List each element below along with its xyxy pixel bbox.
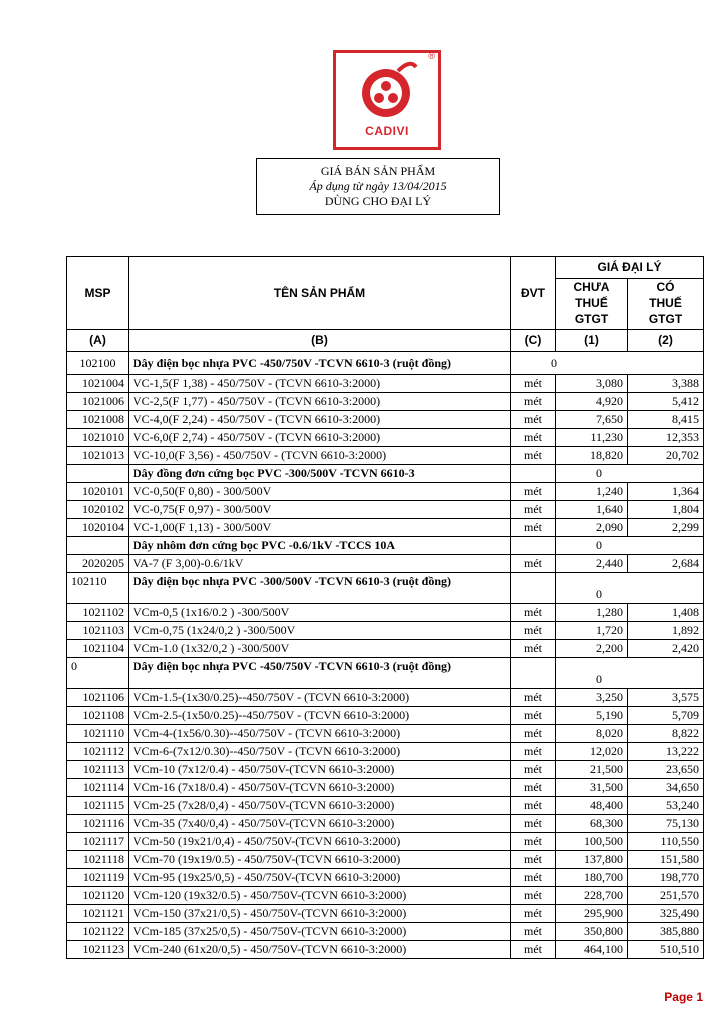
price-no-vat-cell: 3,080 bbox=[556, 375, 628, 393]
price-no-vat-cell: 350,800 bbox=[556, 923, 628, 941]
price-vat-cell: 1,408 bbox=[628, 604, 704, 622]
header-no-vat-line1: CHƯA bbox=[573, 280, 610, 294]
msp-cell: 1021119 bbox=[67, 869, 129, 887]
unit-cell: mét bbox=[511, 761, 556, 779]
table-row bbox=[67, 393, 704, 411]
price-vat-cell: 2,299 bbox=[628, 519, 704, 537]
msp-cell: 1021103 bbox=[67, 622, 129, 640]
table-row bbox=[67, 604, 704, 622]
product-name-cell: VCm-95 (19x25/0,5) - 450/750V-(TCVN 6610-3:2000) bbox=[129, 869, 511, 887]
price-vat-cell: 1,804 bbox=[628, 501, 704, 519]
product-name-cell: VCm-35 (7x40/0,4) - 450/750V-(TCVN 6610-3:2000) bbox=[129, 815, 511, 833]
col-label-b: (B) bbox=[129, 330, 511, 352]
zero-cell: 0 bbox=[556, 465, 704, 483]
msp-cell: 1021121 bbox=[67, 905, 129, 923]
price-vat-cell: 12,353 bbox=[628, 429, 704, 447]
product-name-cell: VC-2,5(F 1,77) - 450/750V - (TCVN 6610-3:2000) bbox=[129, 393, 511, 411]
price-vat-cell: 5,412 bbox=[628, 393, 704, 411]
msp-cell: 1021102 bbox=[67, 604, 129, 622]
price-no-vat-cell: 1,240 bbox=[556, 483, 628, 501]
unit-cell: mét bbox=[511, 743, 556, 761]
price-vat-cell: 198,770 bbox=[628, 869, 704, 887]
price-no-vat-cell: 2,200 bbox=[556, 640, 628, 658]
table-row bbox=[67, 707, 704, 725]
msp-cell: 1021117 bbox=[67, 833, 129, 851]
zero-cell: 0 bbox=[511, 352, 704, 375]
unit-cell: mét bbox=[511, 429, 556, 447]
product-name-cell: VA-7 (F 3,00)-0.6/1kV bbox=[129, 555, 511, 573]
table-row bbox=[67, 622, 704, 640]
price-vat-cell: 3,388 bbox=[628, 375, 704, 393]
product-name-cell: VC-0,50(F 0,80) - 300/500V bbox=[129, 483, 511, 501]
price-no-vat-cell: 1,720 bbox=[556, 622, 628, 640]
group-name-cell: Dây điện bọc nhựa PVC -450/750V -TCVN 6610-3 (ruột đồng) bbox=[129, 352, 511, 375]
header-price-vat bbox=[628, 279, 704, 330]
col-label-1: (1) bbox=[556, 330, 628, 352]
col-label-2: (2) bbox=[628, 330, 704, 352]
product-name-cell: VCm-50 (19x21/0,4) - 450/750V-(TCVN 6610-3:2000) bbox=[129, 833, 511, 851]
msp-cell: 1021113 bbox=[67, 761, 129, 779]
unit-cell: mét bbox=[511, 833, 556, 851]
msp-cell: 2020205 bbox=[67, 555, 129, 573]
price-vat-cell: 1,364 bbox=[628, 483, 704, 501]
registered-mark: ® bbox=[428, 51, 435, 61]
col-label-c: (C) bbox=[511, 330, 556, 352]
cadivi-logo bbox=[333, 50, 441, 150]
table-row bbox=[67, 905, 704, 923]
price-no-vat-cell: 2,090 bbox=[556, 519, 628, 537]
unit-cell: mét bbox=[511, 851, 556, 869]
price-no-vat-cell: 1,280 bbox=[556, 604, 628, 622]
product-name-cell: VCm-150 (37x21/0,5) - 450/750V-(TCVN 6610-3:2000) bbox=[129, 905, 511, 923]
msp-cell: 1021112 bbox=[67, 743, 129, 761]
product-name-cell: VCm-1.5-(1x30/0.25)--450/750V - (TCVN 6610-3:2000) bbox=[129, 689, 511, 707]
product-name-cell: VC-6,0(F 2,74) - 450/750V - (TCVN 6610-3:2000) bbox=[129, 429, 511, 447]
table-row bbox=[67, 429, 704, 447]
price-vat-cell: 2,684 bbox=[628, 555, 704, 573]
unit-cell: mét bbox=[511, 707, 556, 725]
table-row bbox=[67, 555, 704, 573]
msp-cell: 102110 bbox=[67, 573, 129, 604]
product-name-cell: VCm-240 (61x20/0,5) - 450/750V-(TCVN 6610-3:2000) bbox=[129, 941, 511, 959]
product-name-cell: VCm-25 (7x28/0,4) - 450/750V-(TCVN 6610-3:2000) bbox=[129, 797, 511, 815]
price-vat-cell: 251,570 bbox=[628, 887, 704, 905]
group-row bbox=[67, 537, 704, 555]
group-row bbox=[67, 465, 704, 483]
unit-cell: mét bbox=[511, 815, 556, 833]
unit-cell bbox=[511, 537, 556, 555]
unit-cell: mét bbox=[511, 519, 556, 537]
table-row bbox=[67, 640, 704, 658]
unit-cell: mét bbox=[511, 447, 556, 465]
unit-cell: mét bbox=[511, 797, 556, 815]
msp-cell: 102100 bbox=[67, 352, 129, 375]
price-no-vat-cell: 48,400 bbox=[556, 797, 628, 815]
price-rows bbox=[67, 352, 704, 959]
table-row bbox=[67, 923, 704, 941]
product-name-cell: VC-1,5(F 1,38) - 450/750V - (TCVN 6610-3:2000) bbox=[129, 375, 511, 393]
table-row bbox=[67, 779, 704, 797]
price-vat-cell: 3,575 bbox=[628, 689, 704, 707]
product-name-cell: VC-0,75(F 0,97) - 300/500V bbox=[129, 501, 511, 519]
price-vat-cell: 75,130 bbox=[628, 815, 704, 833]
table-row bbox=[67, 447, 704, 465]
table-row bbox=[67, 815, 704, 833]
table-row bbox=[67, 519, 704, 537]
unit-cell: mét bbox=[511, 604, 556, 622]
table-row bbox=[67, 689, 704, 707]
table-row bbox=[67, 501, 704, 519]
price-vat-cell: 13,222 bbox=[628, 743, 704, 761]
product-name-cell: VCm-6-(7x12/0.30)--450/750V - (TCVN 6610-3:2000) bbox=[129, 743, 511, 761]
msp-cell: 1020101 bbox=[67, 483, 129, 501]
table-row bbox=[67, 887, 704, 905]
unit-cell: mét bbox=[511, 887, 556, 905]
msp-cell: 1020104 bbox=[67, 519, 129, 537]
table-row bbox=[67, 851, 704, 869]
unit-cell: mét bbox=[511, 640, 556, 658]
msp-cell bbox=[67, 465, 129, 483]
header-vat-line3: GTGT bbox=[648, 312, 683, 326]
price-no-vat-cell: 3,250 bbox=[556, 689, 628, 707]
msp-cell: 1021106 bbox=[67, 689, 129, 707]
table-row bbox=[67, 797, 704, 815]
unit-cell: mét bbox=[511, 375, 556, 393]
price-no-vat-cell: 4,920 bbox=[556, 393, 628, 411]
price-vat-cell: 325,490 bbox=[628, 905, 704, 923]
unit-cell bbox=[511, 573, 556, 604]
zero-cell: 0 bbox=[556, 537, 704, 555]
unit-cell: mét bbox=[511, 555, 556, 573]
unit-cell: mét bbox=[511, 905, 556, 923]
header-price-no-vat bbox=[556, 279, 628, 330]
unit-cell: mét bbox=[511, 622, 556, 640]
product-name-cell: VCm-120 (19x32/0.5) - 450/750V-(TCVN 6610-3:2000) bbox=[129, 887, 511, 905]
page-number: Page 1 bbox=[664, 990, 703, 1004]
price-no-vat-cell: 137,800 bbox=[556, 851, 628, 869]
product-name-cell: VCm-70 (19x19/0.5) - 450/750V-(TCVN 6610-3:2000) bbox=[129, 851, 511, 869]
msp-cell: 1021006 bbox=[67, 393, 129, 411]
group-name-cell: Dây điện bọc nhựa PVC -300/500V -TCVN 6610-3 (ruột đồng) bbox=[129, 573, 511, 604]
product-name-cell: VC-1,00(F 1,13) - 300/500V bbox=[129, 519, 511, 537]
document-title-box bbox=[256, 158, 500, 215]
msp-cell: 1021118 bbox=[67, 851, 129, 869]
msp-cell: 1021108 bbox=[67, 707, 129, 725]
title-line-3: DÙNG CHO ĐẠI LÝ bbox=[324, 194, 432, 208]
price-vat-cell: 151,580 bbox=[628, 851, 704, 869]
price-no-vat-cell: 31,500 bbox=[556, 779, 628, 797]
msp-cell: 1021122 bbox=[67, 923, 129, 941]
product-name-cell: VCm-2.5-(1x50/0.25)--450/750V - (TCVN 6610-3:2000) bbox=[129, 707, 511, 725]
product-name-cell: VCm-1.0 (1x32/0,2 ) -300/500V bbox=[129, 640, 511, 658]
price-vat-cell: 5,709 bbox=[628, 707, 704, 725]
price-no-vat-cell: 295,900 bbox=[556, 905, 628, 923]
header-unit: ĐVT bbox=[511, 257, 556, 330]
price-no-vat-cell: 180,700 bbox=[556, 869, 628, 887]
group-row bbox=[67, 352, 704, 375]
price-no-vat-cell: 12,020 bbox=[556, 743, 628, 761]
msp-cell: 1021013 bbox=[67, 447, 129, 465]
group-row bbox=[67, 573, 704, 604]
unit-cell: mét bbox=[511, 869, 556, 887]
zero-cell: 0 bbox=[556, 658, 704, 689]
price-no-vat-cell: 1,640 bbox=[556, 501, 628, 519]
group-row bbox=[67, 658, 704, 689]
msp-cell: 1021115 bbox=[67, 797, 129, 815]
table-row bbox=[67, 761, 704, 779]
unit-cell: mét bbox=[511, 393, 556, 411]
product-name-cell: VCm-16 (7x18/0.4) - 450/750V-(TCVN 6610-3:2000) bbox=[129, 779, 511, 797]
group-name-cell: Dây nhôm đơn cứng bọc PVC -0.6/1kV -TCCS 10A bbox=[129, 537, 511, 555]
unit-cell: mét bbox=[511, 725, 556, 743]
header-name: TÊN SẢN PHẨM bbox=[129, 257, 511, 330]
msp-cell: 1021116 bbox=[67, 815, 129, 833]
table-row bbox=[67, 743, 704, 761]
col-label-a: (A) bbox=[67, 330, 129, 352]
price-vat-cell: 8,822 bbox=[628, 725, 704, 743]
table-row bbox=[67, 941, 704, 959]
product-name-cell: VCm-0,5 (1x16/0.2 ) -300/500V bbox=[129, 604, 511, 622]
product-name-cell: VCm-185 (37x25/0,5) - 450/750V-(TCVN 6610-3:2000) bbox=[129, 923, 511, 941]
msp-cell: 1021010 bbox=[67, 429, 129, 447]
price-no-vat-cell: 2,440 bbox=[556, 555, 628, 573]
price-vat-cell: 510,510 bbox=[628, 941, 704, 959]
unit-cell bbox=[511, 465, 556, 483]
product-name-cell: VCm-4-(1x56/0.30)--450/750V - (TCVN 6610-3:2000) bbox=[129, 725, 511, 743]
msp-cell: 1021104 bbox=[67, 640, 129, 658]
price-no-vat-cell: 7,650 bbox=[556, 411, 628, 429]
msp-cell: 1021120 bbox=[67, 887, 129, 905]
msp-cell: 1021110 bbox=[67, 725, 129, 743]
price-vat-cell: 8,415 bbox=[628, 411, 704, 429]
price-vat-cell: 34,650 bbox=[628, 779, 704, 797]
zero-cell: 0 bbox=[556, 573, 704, 604]
header-vat-line2: THUẾ bbox=[649, 296, 682, 310]
price-vat-cell: 53,240 bbox=[628, 797, 704, 815]
price-no-vat-cell: 21,500 bbox=[556, 761, 628, 779]
unit-cell bbox=[511, 658, 556, 689]
unit-cell: mét bbox=[511, 941, 556, 959]
price-no-vat-cell: 100,500 bbox=[556, 833, 628, 851]
price-no-vat-cell: 68,300 bbox=[556, 815, 628, 833]
table-row bbox=[67, 411, 704, 429]
unit-cell: mét bbox=[511, 923, 556, 941]
price-no-vat-cell: 18,820 bbox=[556, 447, 628, 465]
unit-cell: mét bbox=[511, 501, 556, 519]
price-no-vat-cell: 5,190 bbox=[556, 707, 628, 725]
price-no-vat-cell: 11,230 bbox=[556, 429, 628, 447]
group-name-cell: Dây đồng đơn cứng bọc PVC -300/500V -TCVN 6610-3 bbox=[129, 465, 511, 483]
msp-cell: 1021114 bbox=[67, 779, 129, 797]
price-vat-cell: 2,420 bbox=[628, 640, 704, 658]
product-name-cell: VC-10,0(F 3,56) - 450/750V - (TCVN 6610-3:2000) bbox=[129, 447, 511, 465]
msp-cell: 1021008 bbox=[67, 411, 129, 429]
price-no-vat-cell: 464,100 bbox=[556, 941, 628, 959]
price-vat-cell: 110,550 bbox=[628, 833, 704, 851]
msp-cell: 0 bbox=[67, 658, 129, 689]
msp-cell: 1020102 bbox=[67, 501, 129, 519]
header-no-vat-line2: THUẾ bbox=[575, 296, 608, 310]
header-no-vat-line3: GTGT bbox=[574, 312, 609, 326]
price-no-vat-cell: 8,020 bbox=[556, 725, 628, 743]
price-table bbox=[66, 256, 704, 959]
unit-cell: mét bbox=[511, 411, 556, 429]
msp-cell bbox=[67, 537, 129, 555]
price-vat-cell: 23,650 bbox=[628, 761, 704, 779]
price-vat-cell: 1,892 bbox=[628, 622, 704, 640]
table-row bbox=[67, 375, 704, 393]
brand-name: CADIVI bbox=[365, 124, 409, 138]
product-name-cell: VCm-0,75 (1x24/0,2 ) -300/500V bbox=[129, 622, 511, 640]
unit-cell: mét bbox=[511, 483, 556, 501]
header-msp: MSP bbox=[67, 257, 129, 330]
msp-cell: 1021123 bbox=[67, 941, 129, 959]
title-line-1: GIÁ BÁN SẢN PHẨM bbox=[320, 164, 436, 178]
product-name-cell: VCm-10 (7x12/0.4) - 450/750V-(TCVN 6610-3:2000) bbox=[129, 761, 511, 779]
header-vat-line1: CÓ bbox=[656, 280, 675, 294]
unit-cell: mét bbox=[511, 689, 556, 707]
price-no-vat-cell: 228,700 bbox=[556, 887, 628, 905]
price-vat-cell: 385,880 bbox=[628, 923, 704, 941]
price-vat-cell: 20,702 bbox=[628, 447, 704, 465]
table-row bbox=[67, 869, 704, 887]
table-row bbox=[67, 725, 704, 743]
header-price-group: GIÁ ĐẠI LÝ bbox=[556, 257, 704, 279]
msp-cell: 1021004 bbox=[67, 375, 129, 393]
title-line-2: Áp dụng từ ngày 13/04/2015 bbox=[309, 179, 447, 193]
product-name-cell: VC-4,0(F 2,24) - 450/750V - (TCVN 6610-3:2000) bbox=[129, 411, 511, 429]
group-name-cell: Dây điện bọc nhựa PVC -450/750V -TCVN 6610-3 (ruột đồng) bbox=[129, 658, 511, 689]
table-row bbox=[67, 833, 704, 851]
table-row bbox=[67, 483, 704, 501]
unit-cell: mét bbox=[511, 779, 556, 797]
